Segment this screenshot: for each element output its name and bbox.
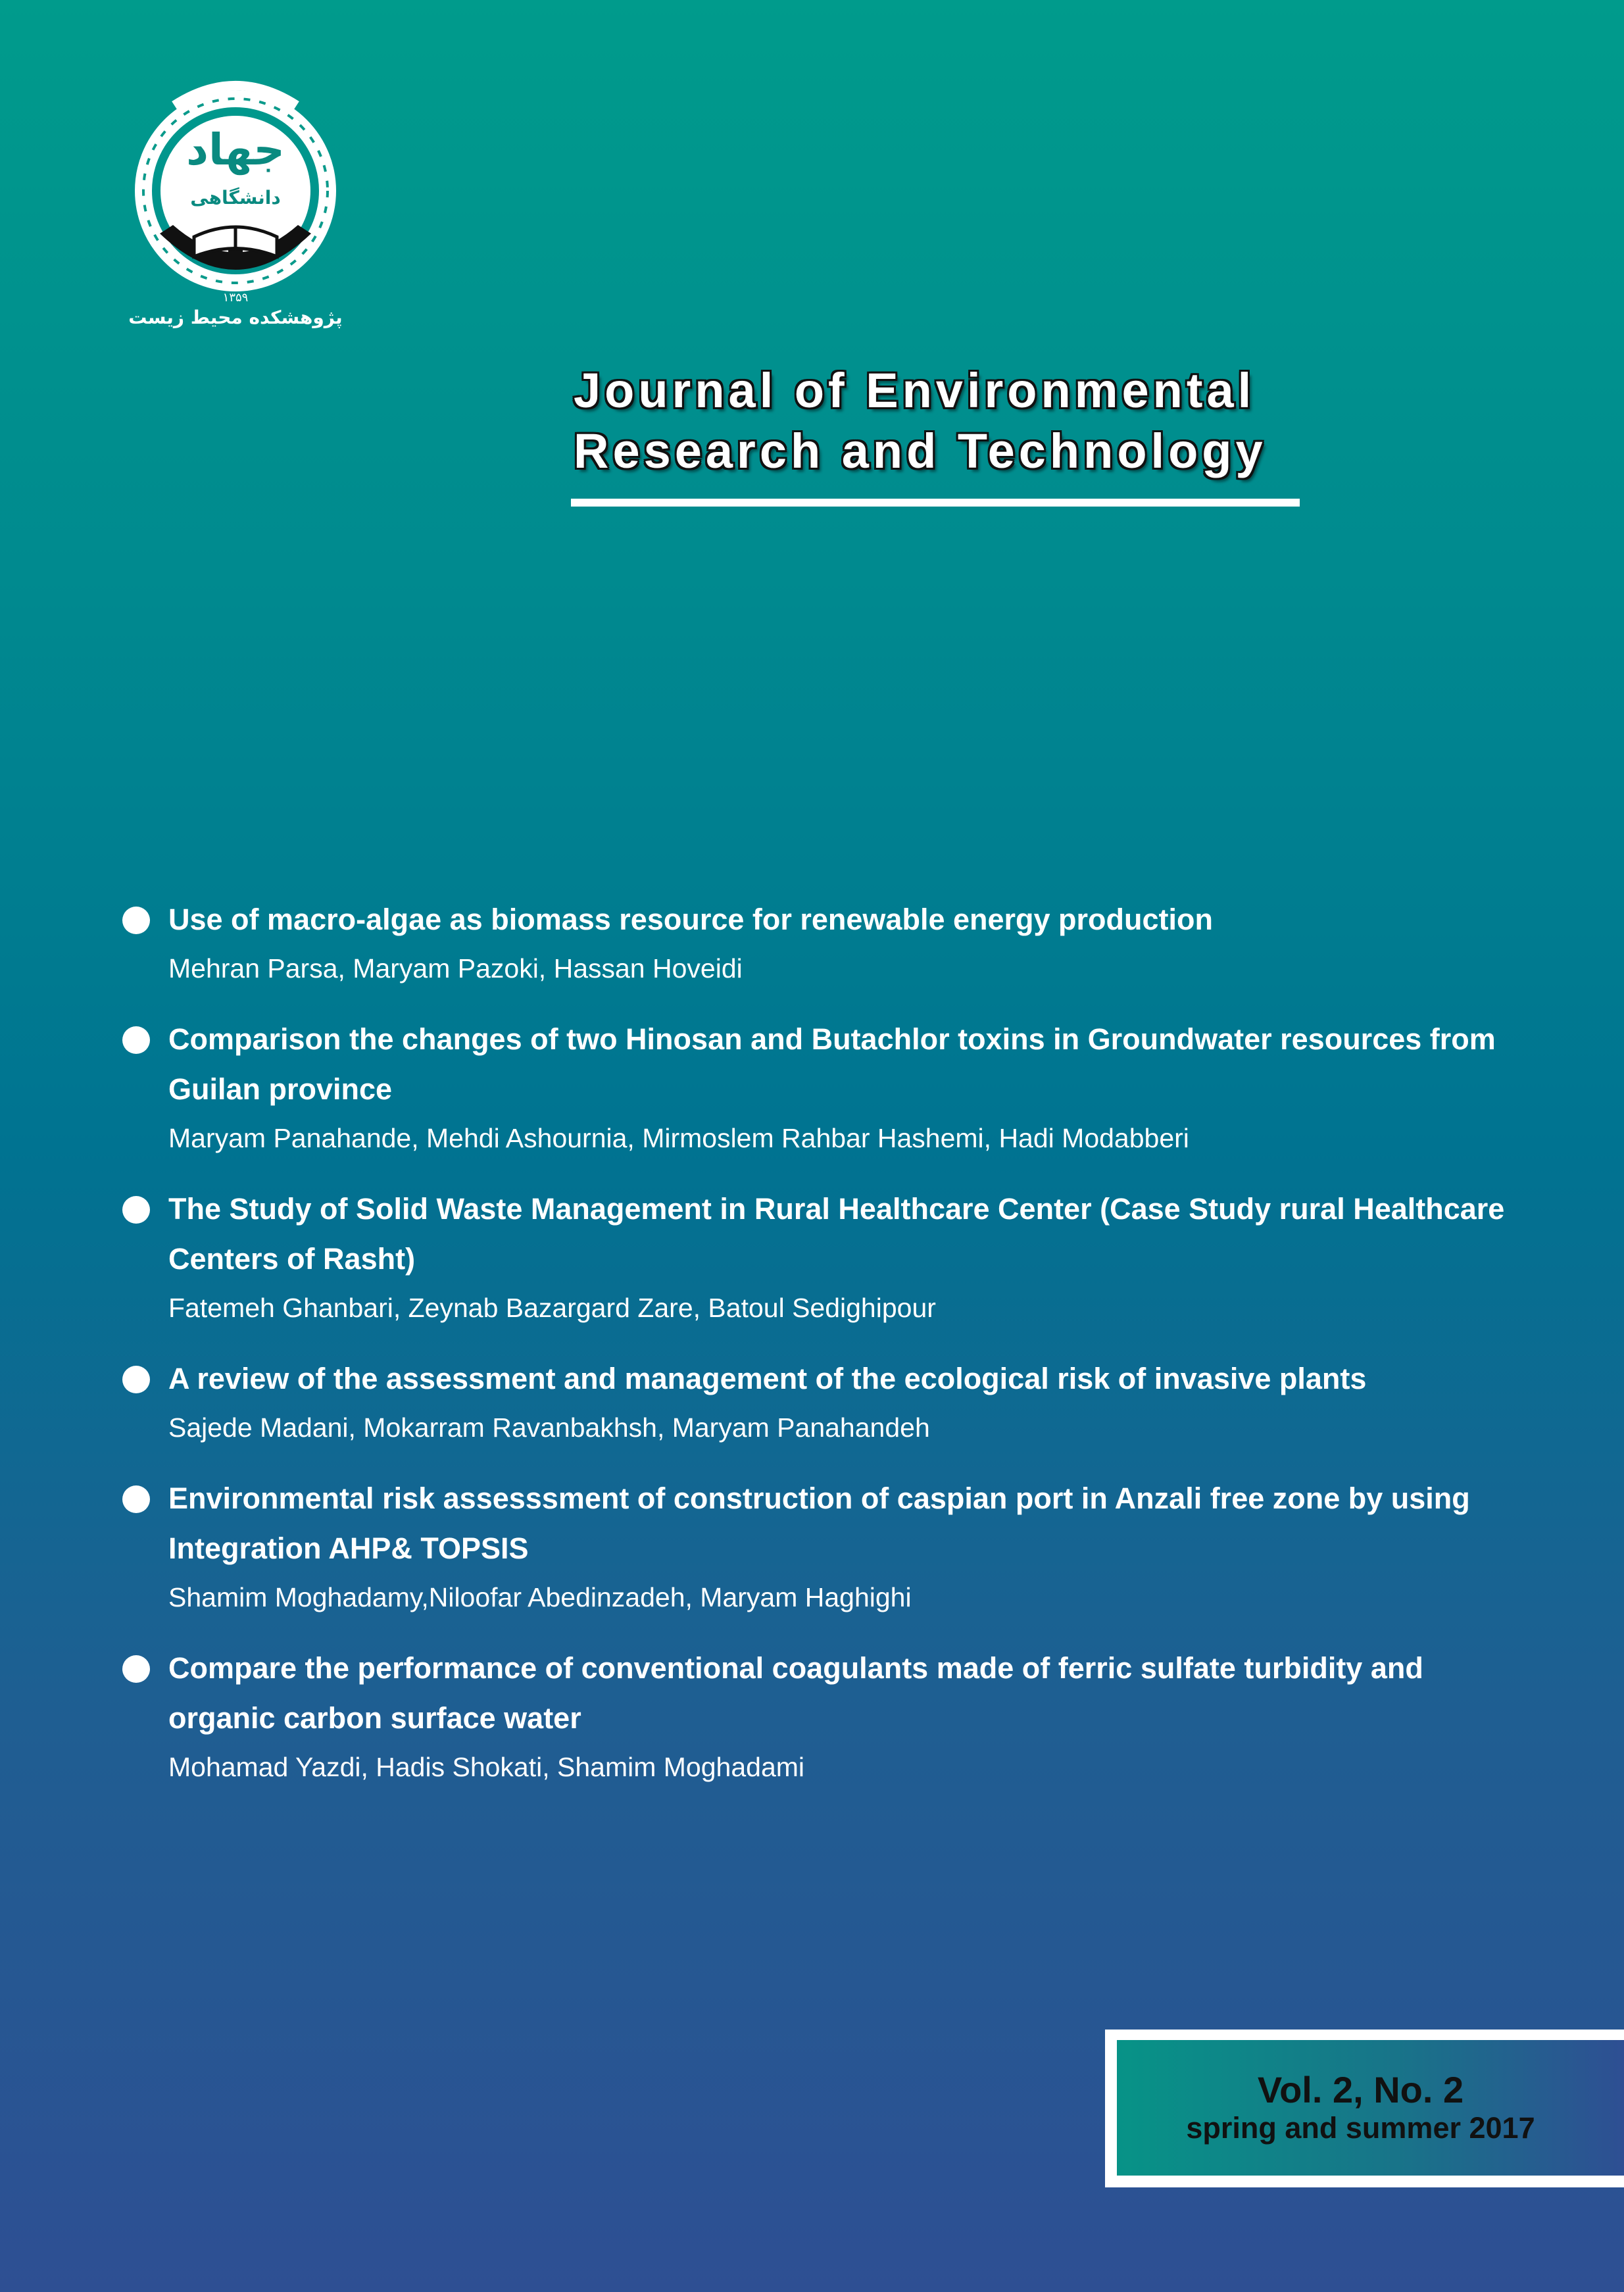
article-title: Compare the performance of conventional coagulants made of ferric sulfate turbidity and organic carbon surface water xyxy=(168,1651,1423,1735)
logo-name: جهاد xyxy=(186,124,285,175)
publisher-logo xyxy=(128,79,345,329)
jahad-daneshgahi-emblem-icon xyxy=(128,79,345,329)
journal-title-line-1: Journal of Environmental xyxy=(574,363,1256,418)
article-authors: Mohamad Yazdi, Hadis Shokati, Shamim Moghadami xyxy=(168,1752,805,1782)
title-underline xyxy=(571,499,1300,507)
article-title: Use of macro-algae as biomass resource for renewable energy production xyxy=(168,903,1214,936)
article-title: A review of the assessment and management of the ecological risk of invasive plants xyxy=(168,1362,1367,1395)
bullet-icon xyxy=(122,907,150,934)
article-item xyxy=(118,1474,1526,1621)
bullet-icon xyxy=(122,1655,150,1683)
bullet-icon xyxy=(122,1196,150,1224)
article-authors: Maryam Panahande, Mehdi Ashournia, Mirmoslem Rahbar Hashemi, Hadi Modabberi xyxy=(168,1123,1189,1153)
article-title: Environmental risk assesssment of construction of caspian port in Anzali free zone by using Integration AHP& TOPSIS xyxy=(168,1482,1470,1565)
article-authors: Fatemeh Ghanbari, Zeynab Bazargard Zare, Batoul Sedighipour xyxy=(168,1293,936,1323)
volume-season: spring and summer 2017 xyxy=(1186,2111,1535,2145)
volume-issue: Vol. 2, No. 2 xyxy=(1257,2069,1464,2110)
journal-title-line-2: Research and Technology xyxy=(574,424,1267,478)
article-item xyxy=(118,1643,1526,1791)
logo-caption: پژوهشکده محیط زیست xyxy=(128,307,343,328)
article-authors: Mehran Parsa, Maryam Pazoki, Hassan Hoveidi xyxy=(168,953,743,984)
article-title: Comparison the changes of two Hinosan and Butachlor toxins in Groundwater resources from Guilan province xyxy=(168,1022,1496,1106)
article-title: The Study of Solid Waste Management in Rural Healthcare Center (Case Study rural Healthcare Centers of Rasht) xyxy=(168,1192,1505,1276)
bullet-icon xyxy=(122,1366,150,1393)
article-item xyxy=(118,1184,1526,1332)
bullet-icon xyxy=(122,1026,150,1054)
bullet-icon xyxy=(122,1485,150,1513)
article-item xyxy=(118,1354,1526,1451)
logo-year: ۱۳۵۹ xyxy=(222,291,249,305)
table-of-contents xyxy=(118,895,1526,1813)
article-item xyxy=(118,895,1526,992)
logo-subname: دانشگاهی xyxy=(190,187,281,209)
journal-title xyxy=(574,361,1304,482)
volume-box xyxy=(1105,2030,1624,2187)
article-authors: Sajede Madani, Mokarram Ravanbakhsh, Maryam Panahandeh xyxy=(168,1412,930,1443)
volume-panel xyxy=(1117,2040,1624,2176)
article-authors: Shamim Moghadamy,Niloofar Abedinzadeh, Maryam Haghighi xyxy=(168,1582,912,1612)
article-item xyxy=(118,1014,1526,1162)
